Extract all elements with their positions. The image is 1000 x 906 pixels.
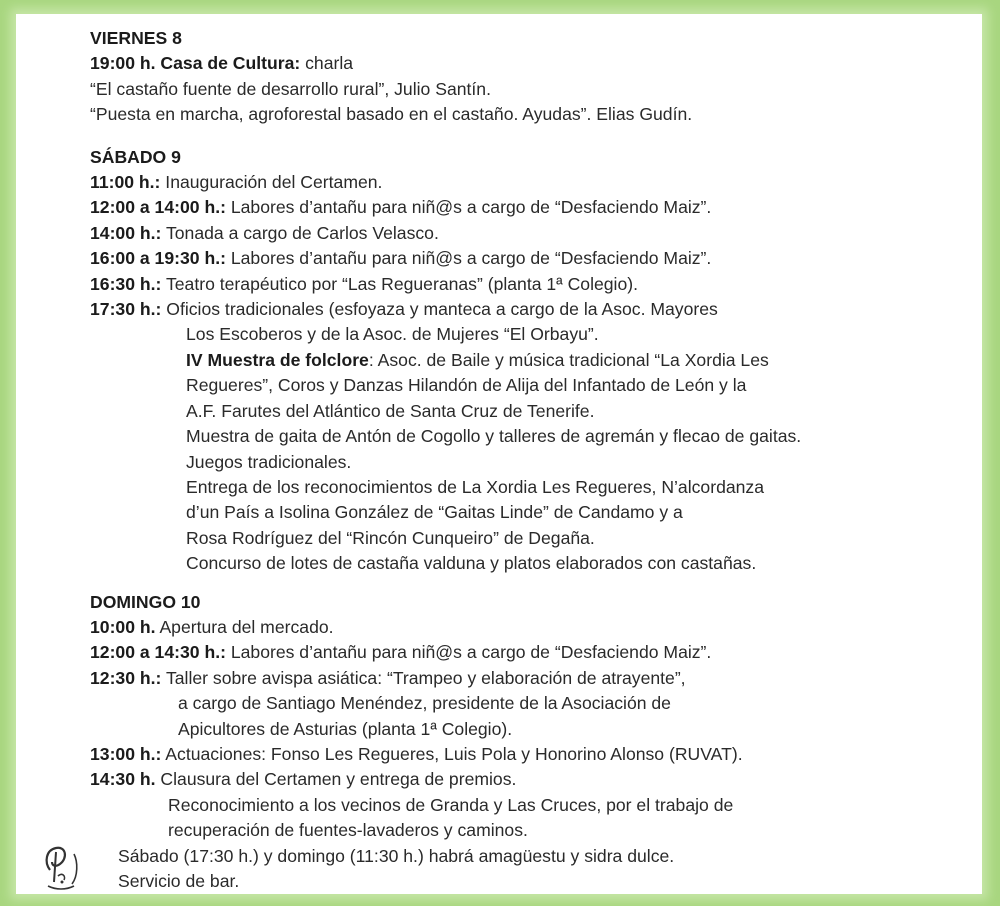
event-text: Clausura del Certamen y entrega de premios. <box>155 769 517 790</box>
event-text: Apertura del mercado. <box>155 616 334 637</box>
event-continuation: Apicultores de Asturias (planta 1ª Colegio). <box>178 718 513 739</box>
event-continuation: a cargo de Santiago Menéndez, presidente de la Asociación de <box>178 693 671 714</box>
event-time: 14:00 h.: <box>90 222 162 243</box>
event-text: Teatro terapéutico por “Las Regueranas” (planta 1ª Colegio). <box>161 273 638 294</box>
event-line <box>90 170 970 195</box>
event-continuation: Reconocimiento a los vecinos de Granda y Las Cruces, por el trabajo de <box>168 794 734 815</box>
event-text: Inauguración del Certamen. <box>160 172 383 193</box>
event-line <box>90 297 970 322</box>
program-page <box>16 14 982 894</box>
spacer <box>90 577 970 590</box>
event-time: 19:00 h. <box>90 53 161 74</box>
spacer <box>90 128 970 145</box>
event-time: 12:00 a 14:00 h.: <box>90 197 226 218</box>
event-line <box>90 615 970 640</box>
event-line: Concurso de lotes de castaña valduna y platos elaborados con castañas. <box>186 553 757 574</box>
event-text: : Asoc. de Baile y música tradicional “La Xordia Les <box>368 349 769 370</box>
event-continuation: A.F. Farutes del Atlántico de Santa Cruz de Tenerife. <box>186 400 595 421</box>
event-line <box>90 666 970 691</box>
event-time: 14:30 h. <box>90 769 156 790</box>
note-line: Sábado (17:30 h.) y domingo (11:30 h.) habrá amagüestu y sidra dulce. <box>118 845 675 866</box>
event-continuation: recuperación de fuentes-lavaderos y caminos. <box>168 820 528 841</box>
event-line: Entrega de los reconocimientos de La Xordia Les Regueres, N’alcordanza <box>186 476 764 497</box>
event-time: 12:00 a 14:30 h.: <box>90 642 226 663</box>
event-line: Juegos tradicionales. <box>186 451 352 472</box>
event-text: charla <box>300 53 354 74</box>
event-text: Taller sobre avispa asiática: “Trampeo y elaboración de atrayente”, <box>161 667 686 688</box>
event-line <box>90 348 970 373</box>
event-line <box>90 195 970 220</box>
event-time: 16:00 a 19:30 h.: <box>90 248 226 269</box>
event-continuation: Los Escoberos y de la Asoc. de Mujeres “El Orbayu”. <box>186 324 599 345</box>
day-heading-viernes: VIERNES 8 <box>90 28 182 48</box>
event-line <box>90 221 970 246</box>
event-time: 10:00 h. <box>90 616 156 637</box>
event-time: 16:30 h.: <box>90 273 162 294</box>
event-time: 17:30 h.: <box>90 299 162 320</box>
event-text: Oficios tradicionales (esfoyaza y manteca a cargo de la Asoc. Mayores <box>161 299 718 320</box>
event-line <box>90 640 970 665</box>
event-continuation: Regueres”, Coros y Danzas Hilandón de Alija del Infantado de León y la <box>186 375 747 396</box>
event-time: 11:00 h.: <box>90 172 161 193</box>
event-text: Tonada a cargo de Carlos Velasco. <box>161 222 439 243</box>
event-text: Actuaciones: Fonso Les Regueres, Luis Pola y Honorino Alonso (RUVAT). <box>161 743 743 764</box>
event-line <box>90 767 970 792</box>
event-place: Casa de Cultura: <box>160 53 301 74</box>
event-text: Labores d’antañu para niñ@s a cargo de “Desfaciendo Maiz”. <box>225 642 712 663</box>
event-line <box>90 246 970 271</box>
event-line <box>90 272 970 297</box>
event-time: 13:00 h.: <box>90 743 162 764</box>
day-heading-sabado: SÁBADO 9 <box>90 146 181 167</box>
event-line: “Puesta en marcha, agroforestal basado en el castaño. Ayudas”. Elias Gudín. <box>90 104 693 125</box>
event-continuation: Rosa Rodríguez del “Rincón Cunqueiro” de Degaña. <box>186 527 595 548</box>
event-line: “El castaño fuente de desarrollo rural”, Julio Santín. <box>90 78 491 99</box>
event-time: 12:30 h.: <box>90 667 162 688</box>
day-heading-domingo: DOMINGO 10 <box>90 591 201 612</box>
signature-mark <box>38 832 88 896</box>
event-line <box>90 51 970 76</box>
event-continuation: d’un País a Isolina González de “Gaitas Linde” de Candamo y a <box>186 502 683 523</box>
program-content <box>90 26 970 894</box>
event-line <box>90 742 970 767</box>
note-line: Servicio de bar. <box>118 871 240 891</box>
event-text: Labores d’antañu para niñ@s a cargo de “Desfaciendo Maiz”. <box>225 248 712 269</box>
event-line: Muestra de gaita de Antón de Cogollo y talleres de agremán y flecao de gaitas. <box>186 426 802 447</box>
folklore-title: IV Muestra de folclore <box>186 349 369 370</box>
event-text: Labores d’antañu para niñ@s a cargo de “Desfaciendo Maiz”. <box>225 197 712 218</box>
